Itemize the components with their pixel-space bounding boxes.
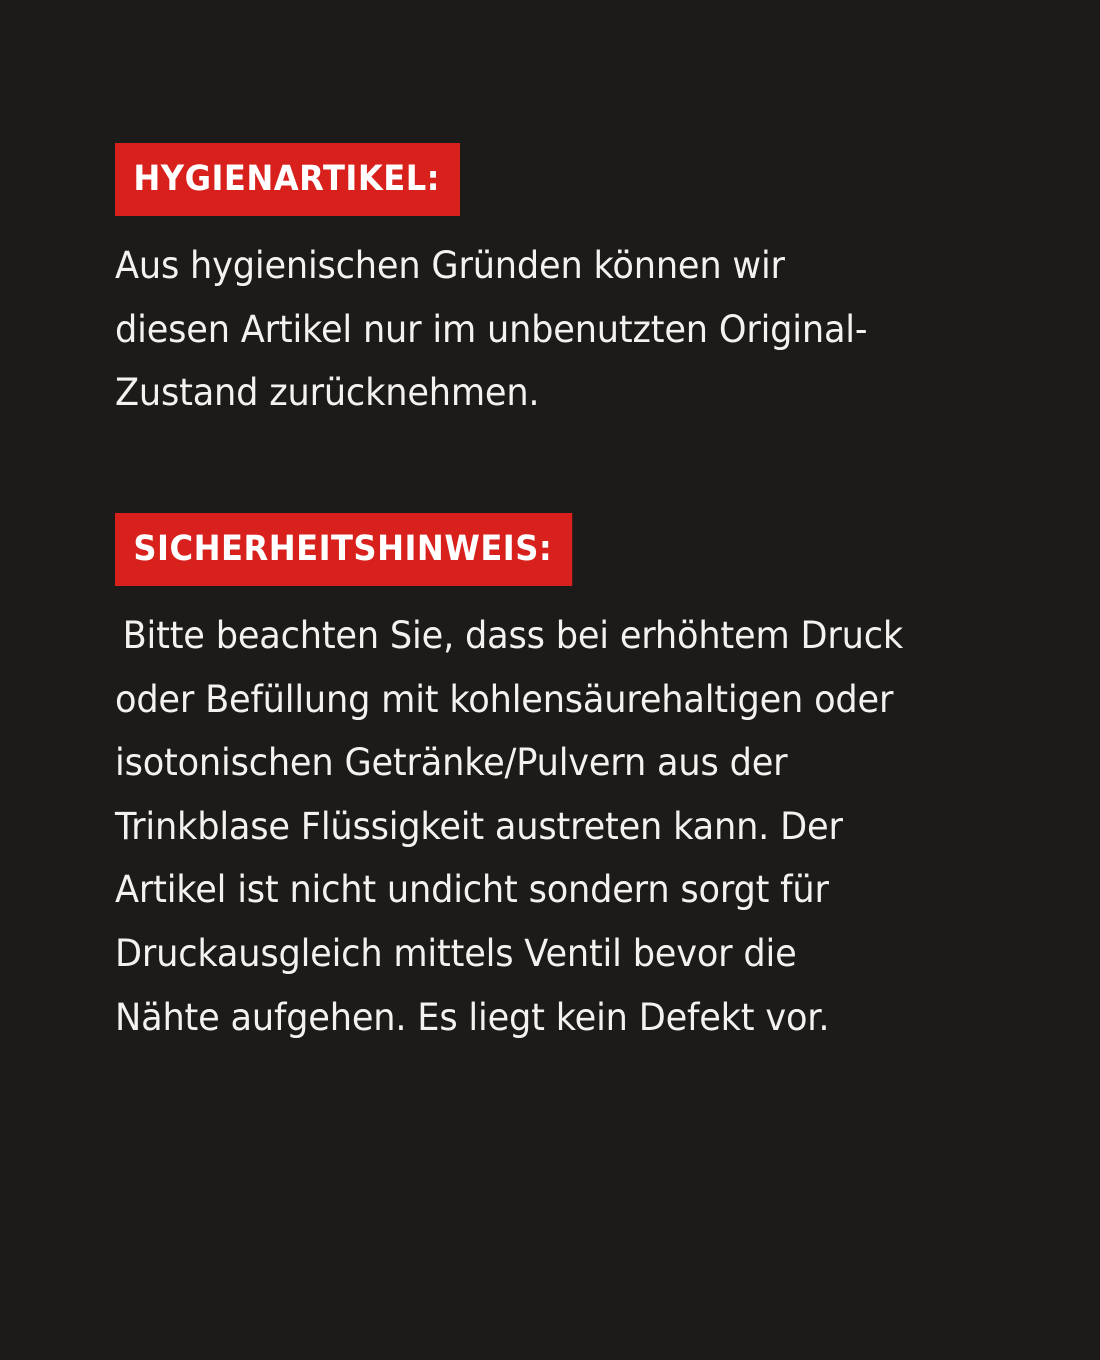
section-safety-notice bbox=[115, 513, 995, 1049]
content-column bbox=[115, 143, 995, 1049]
hygiene-heading-badge: HYGIENARTIKEL: bbox=[115, 143, 460, 216]
safety-notice-body-text: Bitte beachten Sie, dass bei erhöhtem Druck oder Befüllung mit kohlensäurehaltigen oder isotonischen Getränke/Pulvern aus der Trinkblase Flüssigkeit austreten kann. Der Artikel ist nicht undicht sondern sorgt für Druckausgleich mittels Ventil bevor die Nähte aufgehen. Es liegt kein Defekt vor. bbox=[115, 613, 904, 1039]
section-hygiene bbox=[115, 143, 995, 425]
safety-notice-heading-badge: SICHERHEITSHINWEIS: bbox=[115, 513, 572, 586]
hygiene-body-text: Aus hygienischen Gründen können wir diesen Artikel nur im unbenutzten Original-Zustand zurücknehmen. bbox=[115, 244, 868, 415]
